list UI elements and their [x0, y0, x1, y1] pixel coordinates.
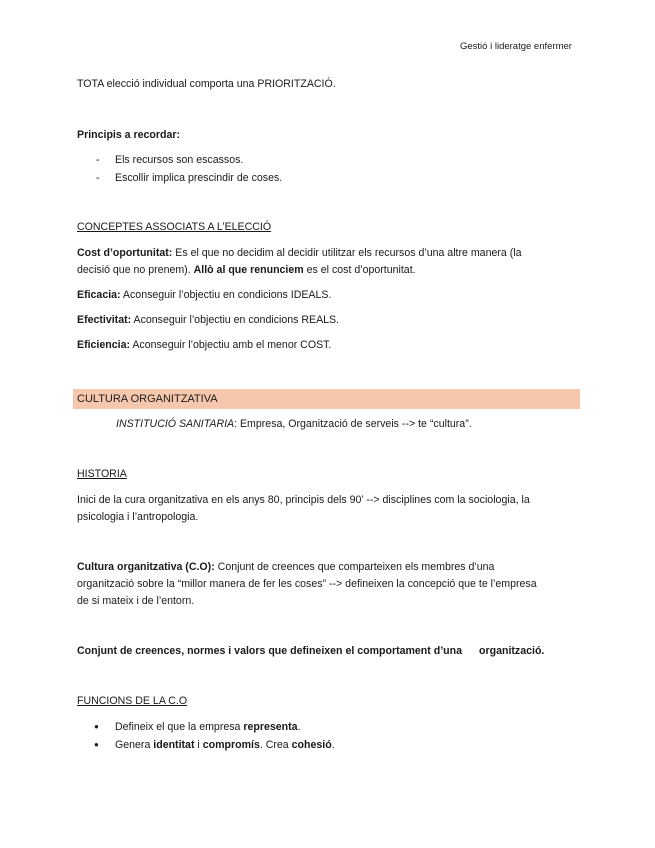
page-header: Gestió i lideratge enfermer — [460, 41, 572, 52]
concepts-heading: CONCEPTES ASSOCIATS A L’ELECCIÓ — [77, 221, 272, 233]
eficiencia-line: Eficiencia: Aconseguir l’objectiu amb el menor COST. — [77, 339, 332, 351]
functions-heading: FUNCIONS DE LA C.O — [77, 695, 188, 707]
definition-line: Conjunt de creences, normes i valors que defineixen el comportament d’una organització. — [77, 645, 545, 657]
functions-list — [77, 718, 335, 754]
culture-section-title: CULTURA ORGANITZATIVA — [77, 393, 218, 405]
list-item: ● Defineix el que la empresa representa. — [77, 718, 335, 736]
principles-list — [77, 151, 282, 187]
institution-line: INSTITUCIÓ SANITARIA: Empresa, Organització de serveis --> te “cultura”. — [116, 418, 472, 430]
co-paragraph: Cultura organitzativa (C.O): Conjunt de creences que comparteixen els membres d’una organització sobre la “millor manera de fer les coses” --> defineixen la concepció que te l’empresa de si mateix i de l’entorn. — [77, 561, 537, 607]
history-paragraph: Inici de la cura organitzativa en els anys 80, principis dels 90’ --> disciplines com la sociologia, la psicologia i l’antropologia. — [77, 494, 530, 523]
culture-section-band — [73, 389, 580, 409]
intro-line: TOTA elecció individual comporta una PRIORITZACIÓ. — [77, 78, 336, 90]
list-item: - Els recursos son escassos. — [77, 151, 282, 169]
principles-heading: Principis a recordar: — [77, 129, 181, 141]
history-heading: HISTORIA — [77, 468, 127, 480]
eficacia-line: Eficacia: Aconseguir l’objectiu en condicions IDEALS. — [77, 289, 332, 301]
list-item: ● Genera identitat i compromís. Crea cohesió. — [77, 736, 335, 754]
efectivitat-line: Efectivitat: Aconseguir l’objectiu en condicions REALS. — [77, 314, 340, 326]
list-item: - Escollir implica prescindir de coses. — [77, 169, 282, 187]
cost-paragraph: Cost d’oportunitat: Es el que no decidim al decidir utilitzar els recursos d’una altre manera (la decisió que no prenem). Allò al que renunciem es el cost d’oportunitat. — [77, 247, 522, 276]
